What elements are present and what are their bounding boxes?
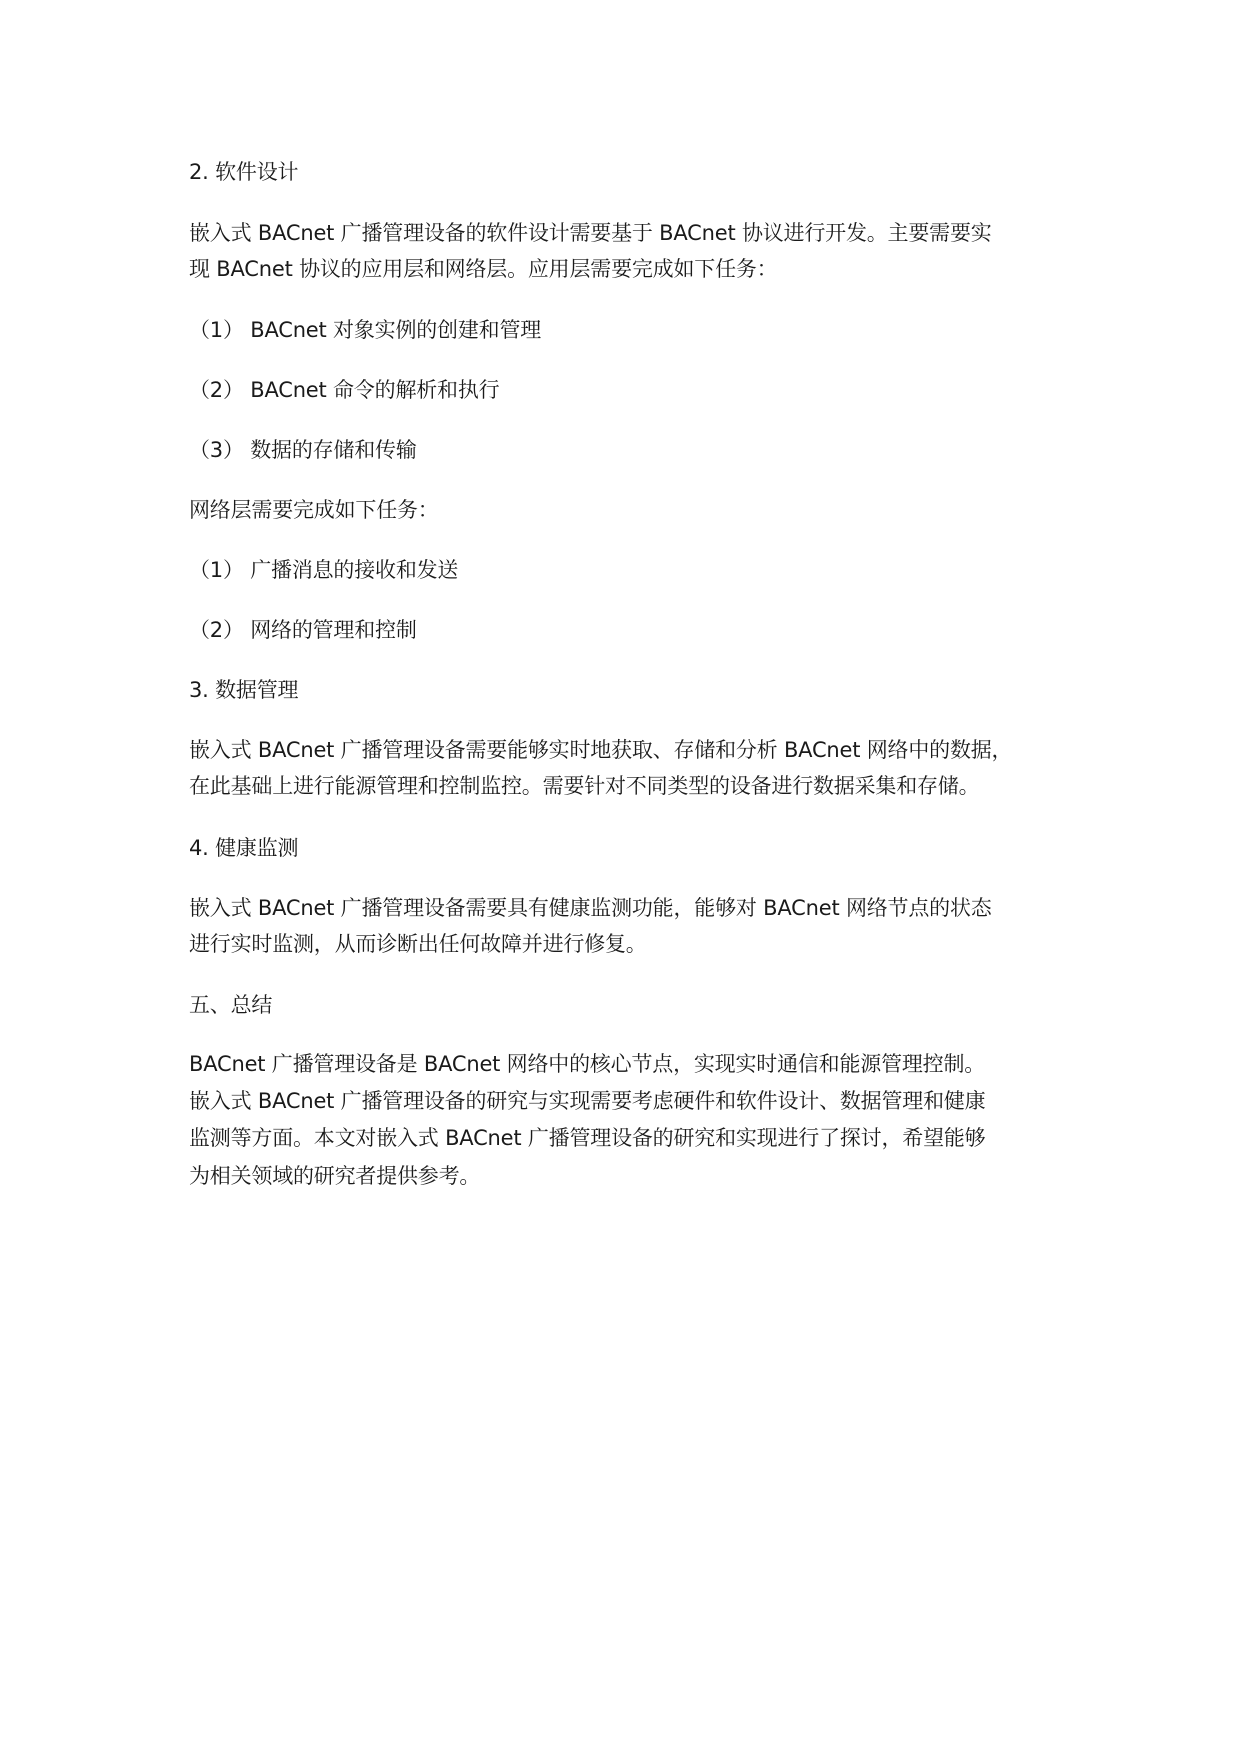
paragraph-line: BACnet 广播管理设备是 BACnet 网络中的核心节点，实现实时通信和能源管理控制。 [189,1052,986,1076]
section-heading-data-management: 3. 数据管理 [189,678,299,702]
list-item: （1） 广播消息的接收和发送 [189,558,459,582]
paragraph-line: 嵌入式 BACnet 广播管理设备需要具有健康监测功能，能够对 BACnet 网络节点的状态 [189,896,992,920]
list-item: （2） BACnet 命令的解析和执行 [189,378,500,402]
paragraph-line: 现 BACnet 协议的应用层和网络层。应用层需要完成如下任务： [189,257,778,281]
paragraph-line: 嵌入式 BACnet 广播管理设备的研究与实现需要考虑硬件和软件设计、数据管理和健康 [189,1089,986,1113]
paragraph-line: 监测等方面。本文对嵌入式 BACnet 广播管理设备的研究和实现进行了探讨，希望能够 [189,1126,986,1150]
paragraph-line: 在此基础上进行能源管理和控制监控。需要针对不同类型的设备进行数据采集和存储。 [189,774,980,798]
paragraph-line: 网络层需要完成如下任务： [189,498,439,522]
section-heading-health-monitoring: 4. 健康监测 [189,836,299,860]
paragraph-line: 嵌入式 BACnet 广播管理设备需要能够实时地获取、存储和分析 BACnet 网络中的数据， [189,738,1013,762]
list-item: （2） 网络的管理和控制 [189,618,417,642]
list-item: （3） 数据的存储和传输 [189,438,417,462]
section-heading-software-design: 2. 软件设计 [189,160,299,184]
paragraph-line: 进行实时监测，从而诊断出任何故障并进行修复。 [189,932,647,956]
paragraph-line: 嵌入式 BACnet 广播管理设备的软件设计需要基于 BACnet 协议进行开发。主要需要实 [189,221,992,245]
list-item: （1） BACnet 对象实例的创建和管理 [189,318,542,342]
paragraph-line: 为相关领域的研究者提供参考。 [189,1164,481,1188]
section-heading-summary: 五、总结 [189,993,273,1017]
